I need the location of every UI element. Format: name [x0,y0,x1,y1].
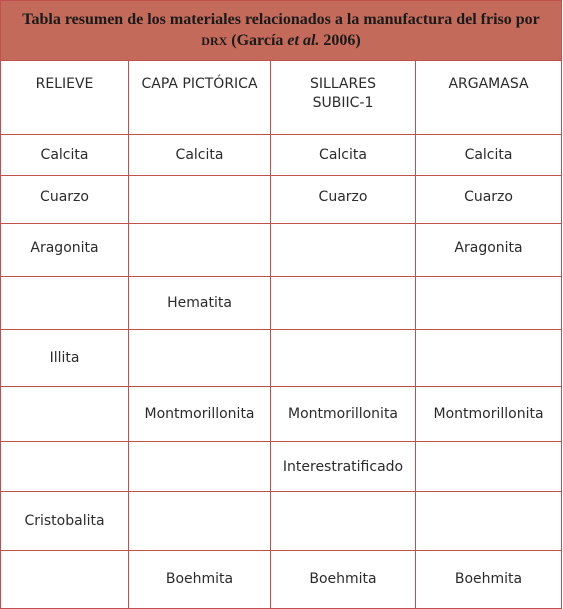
header-capa-pictorica: CAPA PICTÓRICA [129,61,271,135]
table-cell [416,330,562,387]
table-cell [129,330,271,387]
table-row [1,176,562,224]
table-cell [271,330,416,387]
table-cell: Calcita [1,135,129,176]
header-sillares: SILLARES SUBIIC-1 [271,61,416,135]
table-row [1,387,562,442]
table-cell [1,387,129,442]
table-cell: Boehmita [416,551,562,609]
table-cell [416,442,562,492]
table-cell: Cristobalita [1,492,129,551]
table-cell [416,492,562,551]
title-part3: 2006) [319,32,361,49]
title-abbr: DRX [201,34,228,48]
title-part1: Tabla resumen de los materiales relacionados a la manufactura del friso por [22,11,540,28]
title-etal: et al. [287,32,320,49]
table-cell [1,442,129,492]
table-title [1,1,562,61]
table-cell: Hematita [129,277,271,330]
table-row [1,277,562,330]
table-cell [129,442,271,492]
table-row [1,442,562,492]
table-cell [271,224,416,277]
table-cell: Aragonita [1,224,129,277]
table-row [1,224,562,277]
table-cell: Interestratificado [271,442,416,492]
table-row [1,135,562,176]
table-cell [129,492,271,551]
table-cell: Calcita [416,135,562,176]
table-cell: Cuarzo [1,176,129,224]
table-cell [271,492,416,551]
table-row [1,330,562,387]
table-cell: Aragonita [416,224,562,277]
header-argamasa: ARGAMASA [416,61,562,135]
table-cell: Illita [1,330,129,387]
table-cell [1,277,129,330]
table-cell: Boehmita [271,551,416,609]
table-cell: Cuarzo [271,176,416,224]
title-row [1,1,562,61]
table-cell: Cuarzo [416,176,562,224]
table-cell [129,224,271,277]
header-row [1,61,562,135]
table-cell: Montmorillonita [271,387,416,442]
table-cell: Montmorillonita [416,387,562,442]
table-cell: Calcita [129,135,271,176]
title-part2: (García [227,32,288,49]
header-relieve: RELIEVE [1,61,129,135]
table-cell [271,277,416,330]
table-cell: Montmorillonita [129,387,271,442]
table-row [1,492,562,551]
table-cell [129,176,271,224]
table-cell: Calcita [271,135,416,176]
table-cell [416,277,562,330]
table-cell: Boehmita [129,551,271,609]
